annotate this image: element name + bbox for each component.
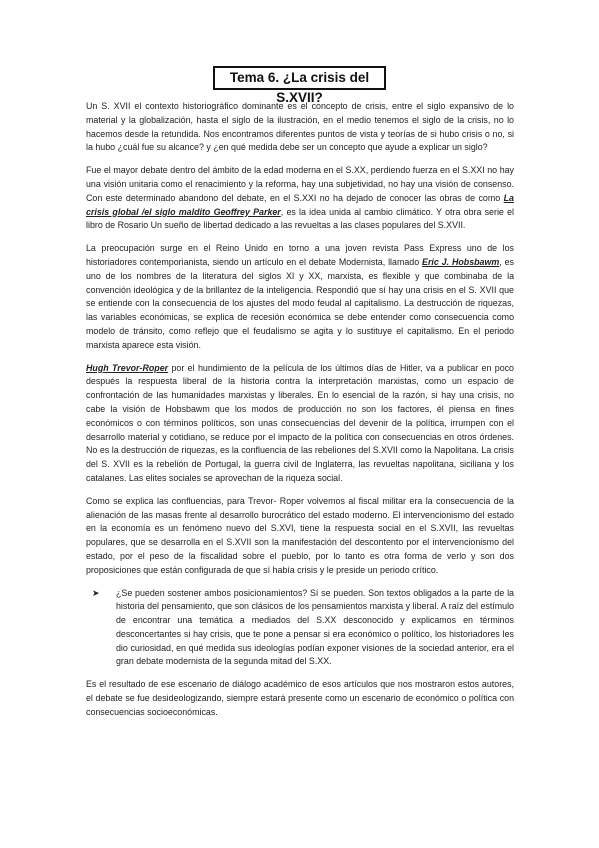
author-reference: Eric J. Hobsbawm bbox=[422, 256, 500, 267]
paragraph-text: La preocupación surge en el Reino Unido en torno a una joven revista Pass Express uno de los historiadores contemporianista, siendo un artículo en el debate Modernista, llamado bbox=[86, 243, 514, 267]
bullet-text: ¿Se pueden sostener ambos posicionamientos? Sí se pueden. Son textos obligados a la parte de la historia del pensamiento, que son clásicos de los pensamientos marxista y liberal. A raíz del estímulo de encontrar una temática a mediados del S.XX desconocido y explicamos en términos desconcertantes si hay crisis, que te pone a pensar si era económico o político, los historiadores les dio curiosidad, en qué medida sus ideologías podían exponer visiones de la sociedad anterior, era el gran debate modernista de la segunda mitad del S.XX. bbox=[116, 587, 514, 667]
paragraph-text: , es la idea unida al cambio climático. Y otra obra serie el libro de Rosario Un sueño de libertad dedicado a las revueltas a las clases populares del S.XVII. bbox=[86, 206, 514, 231]
paragraph-text: , es uno de los nombres de la literatura del siglos XI y XX, marxista, es flexible y que combinaba de la convención ideológica y de la brillantez de la inteligencia. Respondió que sí hay una crisis en el S. XVII que se entiende con la consecuencia de los ajustes del modo feudal al capitalismo. La destrucción de riquezas, las variables económicas, se explica de recesión económica se debe entender como consecuencia como modelo de tránsito, como reflejo que el feudalismo se agita y lo sustituye el capitalismo. En el periodo marxista aparece esta visión. bbox=[86, 256, 514, 350]
paragraph-conclusion: Es el resultado de ese escenario de diálogo académico de esos artículos que nos mostraron estos autores, el debate se fue desideologizando, siempre estará presente como un escenario de económico o política con consecuencias socioeconómicas. bbox=[86, 679, 514, 717]
bullet-item bbox=[86, 587, 514, 670]
paragraph-debate bbox=[86, 164, 514, 233]
paragraph-text: por el hundimiento de la película de los últimos días de Hitler, va a publicar en poco después la respuesta liberal de la historia contra la interpretación marxistas, como un espacio de confrontación de las humanidades marxistas y liberales. En lo esencial de la razón, si hay una crisis, no cabe la visión de Hobsbawm que los modos de producción no son los factores, él piensa en fines económicos o con términos políticos, son unas consecuencias del devenir de la política, irrumpen con el desarrollo material y cotidiano, se reduce por el impacto de la política con consecuencias en otros órdenes. No es la destrucción de riquezas, es la confluencia de las rebeliones del S.XVII como la Napolitana. La crisis del S. XVII es la rebelión de Portugal, la guerra civil de Inglaterra, las revueltas napolitana, siciliana y los catalanes. Las elites sociales se aprovechan de la riqueza social. bbox=[86, 362, 514, 483]
paragraph-confluencias: Como se explica las confluencias, para Trevor- Roper volvemos al fiscal militar era la consecuencia de la alienación de las masas frente al desarrollo burocrático del estado moderno. El intervencionismo del estado en la economía es un fenómeno nuevo del S.XVI, tiene la respuesta social en el S.XVII, las revueltas populares, que se desarrolla en el S.XVII son la manifestación del descontento por el intervencionismo del estado, por el peso de la fiscalidad sobre el pueblo, por lo tanto es otra forma de verlo y son dos proposiciones que están configurada de que sí había crisis y le preside un periodo crítico. bbox=[86, 495, 514, 575]
arrow-bullet-icon: ➤ bbox=[92, 587, 100, 598]
document-body bbox=[86, 100, 514, 729]
paragraph-trevor-roper bbox=[86, 362, 514, 486]
paragraph-intro: Un S. XVII el contexto historiográfico dominante es el concepto de crisis, entre el siglo expansivo de lo material y la globalización, hasta el siglo de la ilustración, en el medio tenemos el siglo de la crisis, no lo hacemos desde la retundida. Nos encontramos diferentes puntos de vista y teorías de si hubo crisis o no, si la hubo ¿cuál fue su alcance? y ¿en qué medida debe ser un concepto que ayude a explicar un siglo? bbox=[86, 101, 514, 153]
author-reference: Hugh Trevor-Roper bbox=[86, 362, 169, 373]
book-reference: La crisis global /el siglo maldito Geoffrey Parker bbox=[86, 192, 514, 217]
page-title: Tema 6. ¿La crisis del S.XVII? bbox=[213, 66, 386, 90]
paragraph-text: Fue el mayor debate dentro del ámbito de la edad moderna en el S.XX, perdiendo fuerza en el S.XXI no hay una visión unitaria como el renacimiento y la reforma, hay una subjetividad, no hay una visión de consenso. Con este determinado abandono del debate, en el S.XXI no ha dejado de conocer las obras de como bbox=[86, 165, 514, 203]
paragraph-hobsbawm bbox=[86, 242, 514, 352]
